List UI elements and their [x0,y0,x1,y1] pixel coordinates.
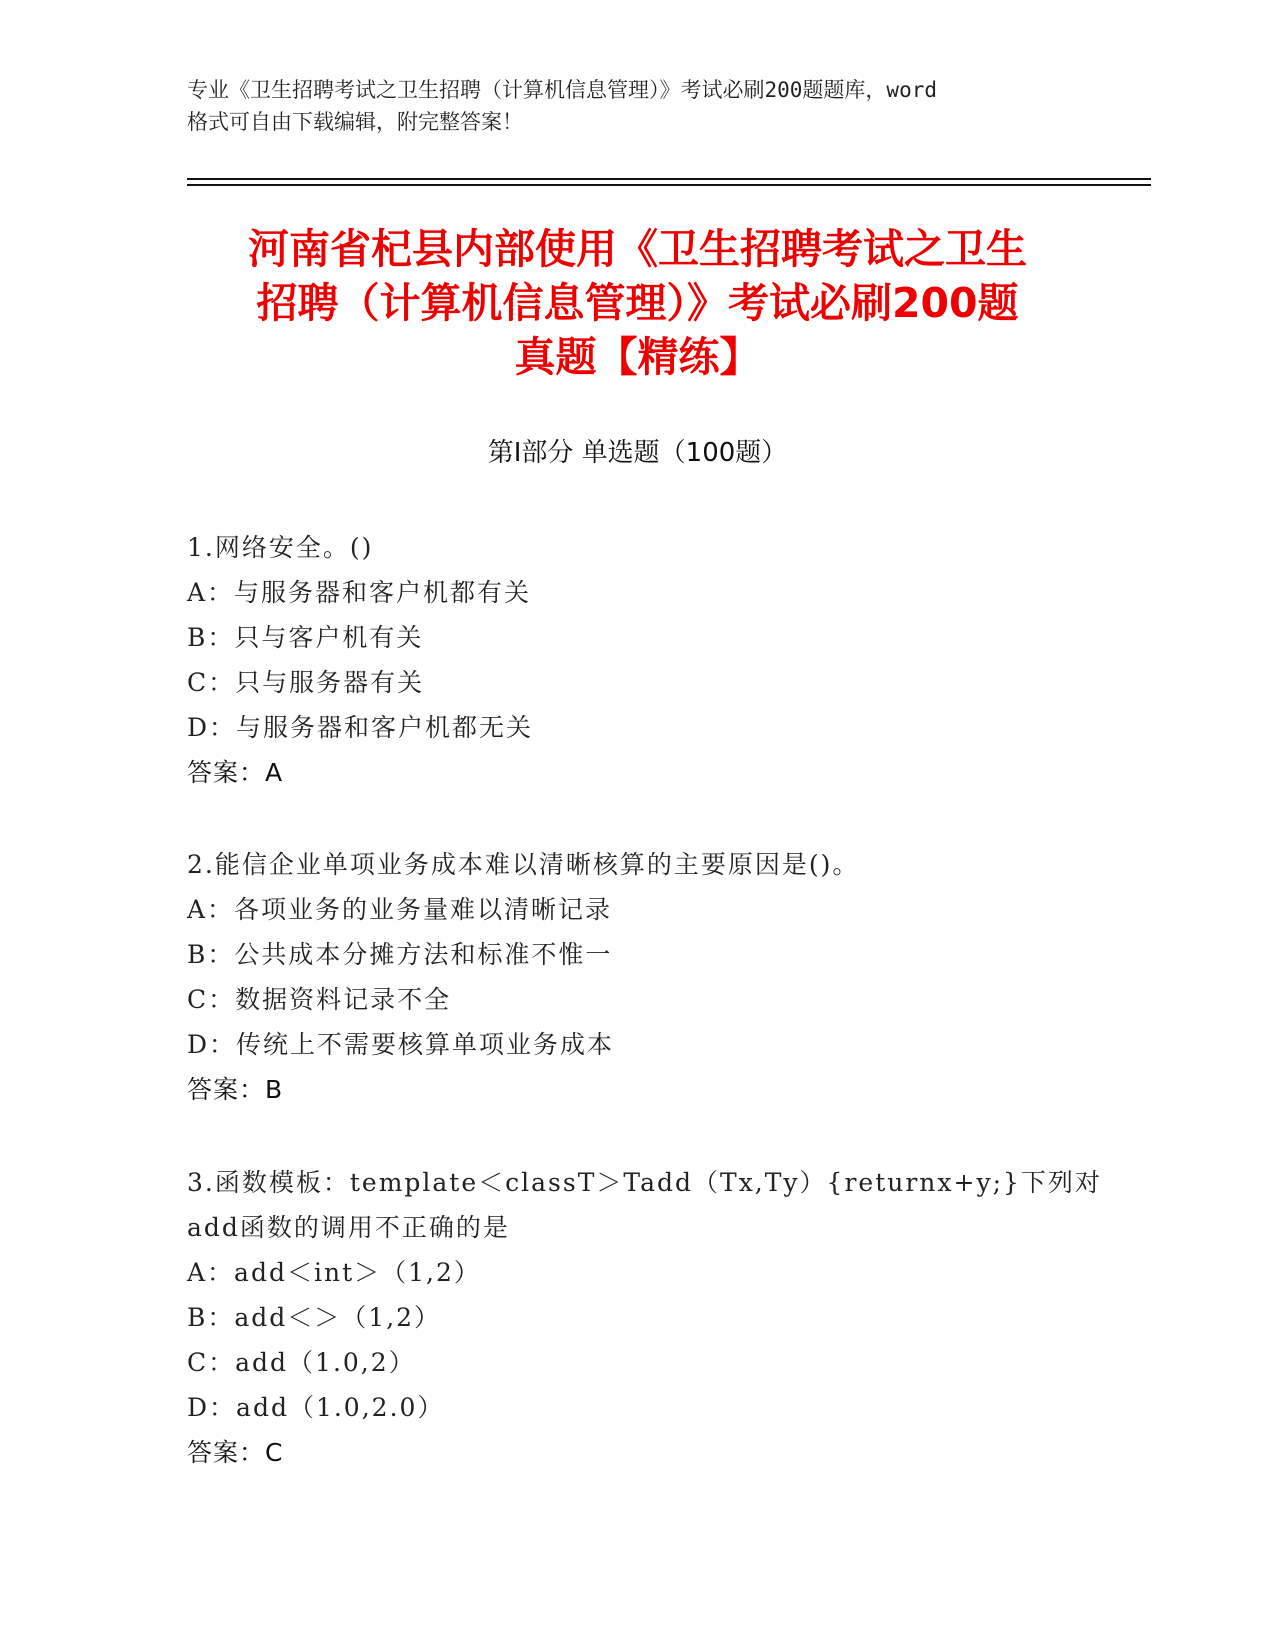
header-note [187,74,1087,138]
header-divider-bottom [187,184,1151,186]
document-title [120,222,1155,384]
question-2 [187,842,1147,1112]
answer: 答案：A [187,758,284,787]
answer: 答案：B [187,1075,284,1104]
question-stem: 2.能信企业单项业务成本难以清晰核算的主要原因是()。 [187,850,860,879]
header-note-line-2: 格式可自由下载编辑，附完整答案！ [187,110,523,134]
answer: 答案：C [187,1438,284,1467]
question-1 [187,525,1147,795]
document-title-line-2: 招聘（计算机信息管理）》考试必刷200题 [256,279,1019,327]
question-stem: 1.网络安全。() [187,533,374,562]
header-note-line-1: 专业《卫生招聘考试之卫生招聘（计算机信息管理）》考试必刷200题题库，word [187,78,937,102]
option-d: D：add（1.0,2.0） [187,1393,445,1422]
header-divider-top [187,178,1151,180]
option-b: B：只与客户机有关 [187,623,424,652]
option-b: B：公共成本分摊方法和标准不惟一 [187,940,613,969]
option-d: D：与服务器和客户机都无关 [187,713,534,742]
option-d: D：传统上不需要核算单项业务成本 [187,1030,615,1059]
section-title: 第Ⅰ部分 单选题（100题） [487,438,788,468]
option-a: A：各项业务的业务量难以清晰记录 [187,895,613,924]
option-b: B：add＜＞（1,2） [187,1303,442,1332]
option-c: C：add（1.0,2） [187,1348,416,1377]
option-a: A：与服务器和客户机都有关 [187,578,532,607]
document-title-line-1: 河南省杞县内部使用《卫生招聘考试之卫生 [248,225,1027,273]
document-title-line-3: 真题【精练】 [514,333,761,381]
option-c: C：数据资料记录不全 [187,985,452,1014]
question-3 [187,1160,1147,1475]
option-a: A：add＜int＞（1,2） [187,1258,481,1287]
option-c: C：只与服务器有关 [187,668,425,697]
question-stem-line-2: add函数的调用不正确的是 [187,1213,510,1242]
question-stem-line-1: 3.函数模板：template＜classT＞Tadd（Tx,Ty）{returnx+y;}下列对 [187,1168,1102,1197]
